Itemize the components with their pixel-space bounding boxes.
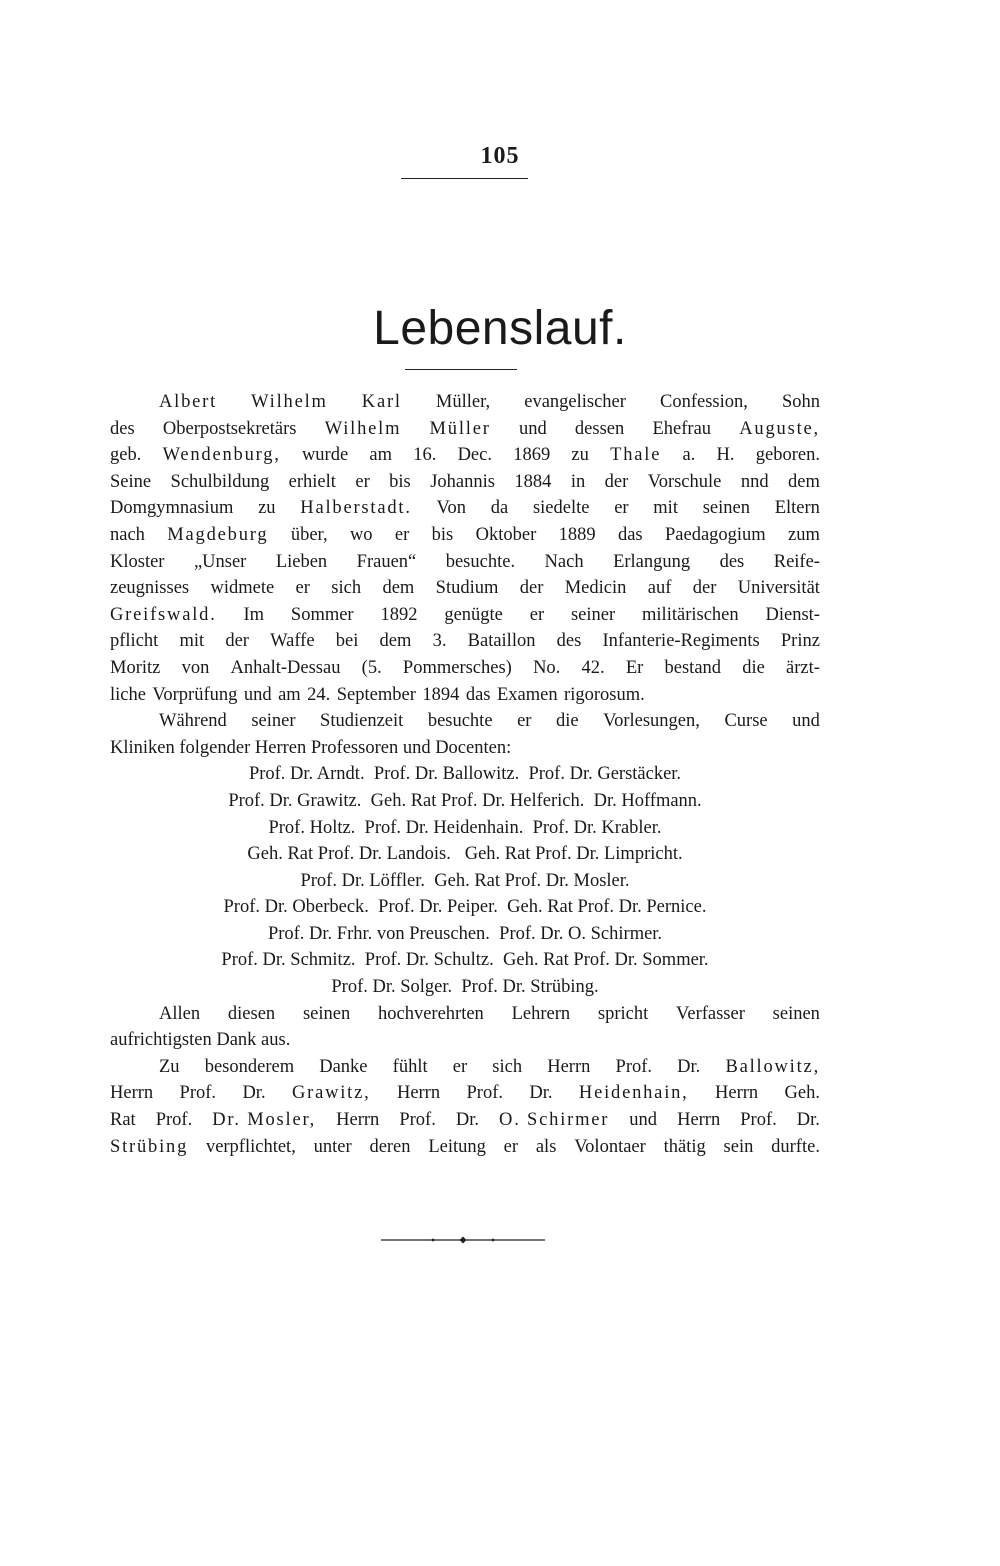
word: Prof. — [466, 1083, 503, 1104]
professor-line: Prof. Dr. Solger. Prof. Dr. Strübing. — [331, 977, 599, 998]
word: das — [465, 684, 491, 705]
word: Prof. — [179, 1083, 217, 1104]
word: Prof. — [155, 1110, 193, 1131]
word: der — [692, 578, 717, 599]
word: Prof. — [399, 1110, 436, 1131]
word: der — [225, 631, 249, 652]
word: Herrn — [547, 1056, 591, 1077]
word: 3. — [432, 631, 447, 652]
word: Volontaer — [574, 1136, 646, 1157]
word: 24. — [307, 684, 331, 705]
word: Seine — [110, 471, 152, 492]
word: zeugnisses — [110, 578, 190, 599]
word: dem — [382, 578, 415, 599]
word: geb. — [110, 445, 142, 466]
word: Dienst- — [765, 604, 820, 625]
word: thätig — [663, 1136, 706, 1157]
word: Im — [243, 604, 265, 625]
word: Thale — [610, 445, 662, 466]
word: mit — [179, 631, 205, 652]
text-line — [110, 602, 820, 629]
word: bis — [431, 524, 454, 545]
professor-line: Prof. Dr. Arndt. Prof. Dr. Ballowitz. Prof. Dr. Gerstäcker. — [248, 764, 682, 785]
word: September — [336, 684, 416, 705]
word: am — [369, 445, 392, 466]
word: erhielt — [288, 471, 336, 492]
word: und — [629, 1110, 658, 1131]
word: Rat — [110, 1110, 136, 1131]
word: von — [181, 657, 210, 678]
text-line — [110, 416, 820, 443]
word: Frauen“ — [356, 551, 417, 572]
word: Curse — [724, 711, 768, 732]
word: wurde — [301, 445, 349, 466]
word: Infanterie-Regiments — [602, 631, 760, 652]
word: 1894 — [422, 684, 460, 705]
word: 16. — [413, 445, 437, 466]
text-line — [110, 628, 820, 655]
professor-line: Prof. Dr. Oberbeck. Prof. Dr. Peiper. Geh. Rat Prof. Dr. Pernice. — [223, 897, 707, 918]
word: Sohn — [781, 392, 820, 412]
word: Kloster — [110, 551, 165, 572]
word: H. — [716, 445, 735, 466]
word: Vorlesungen, — [603, 711, 700, 732]
word: nnd — [740, 471, 769, 492]
word: besuchte. — [445, 551, 516, 572]
word: Reife- — [773, 551, 820, 572]
word: Lieben — [275, 551, 328, 572]
professor-line: Prof. Dr. Löffler. Geh. Rat Prof. Dr. Mosler. — [300, 870, 630, 891]
word: Heidenhain, — [578, 1083, 689, 1104]
word: und — [792, 711, 820, 732]
word: er — [517, 711, 532, 732]
word: auf — [647, 578, 672, 599]
word: die — [555, 711, 579, 732]
word: Studium — [435, 578, 499, 599]
word: Confession, — [660, 392, 748, 412]
word: Allen — [159, 1003, 201, 1024]
word: verpflichtet, — [205, 1136, 296, 1157]
text-line — [110, 1134, 820, 1161]
word: Zu — [159, 1056, 180, 1077]
word: des — [719, 551, 745, 572]
word: spricht — [597, 1003, 649, 1024]
text-line — [110, 682, 820, 709]
word: Müller — [429, 418, 491, 439]
word: das — [617, 524, 643, 545]
word: siedelte — [532, 498, 590, 519]
word: und — [518, 418, 547, 439]
closing-ornament — [381, 1236, 545, 1244]
word: Erlangung — [613, 551, 691, 572]
professor-line: Prof. Holtz. Prof. Dr. Heidenhain. Prof. Dr. Krabler. — [268, 817, 662, 838]
text-line — [110, 1054, 820, 1081]
word: Herrn — [715, 1083, 759, 1104]
word: Vorprüfung — [152, 684, 238, 705]
word: Wilhelm — [251, 392, 328, 412]
word: Ehefrau — [652, 418, 712, 439]
word: mit — [653, 498, 678, 519]
word: Strübing — [110, 1136, 189, 1157]
word: er — [614, 498, 629, 519]
title-rule — [405, 369, 517, 370]
word: Pommersches) — [402, 657, 512, 678]
text-line — [110, 442, 820, 469]
word: Sommer — [290, 604, 354, 625]
word: rigorosum. — [564, 684, 645, 705]
word: er — [452, 1056, 468, 1077]
word: die — [742, 657, 765, 678]
word: Danke — [319, 1056, 368, 1077]
word: Medicin — [564, 578, 627, 599]
word: „Unser — [193, 551, 247, 572]
word: er — [529, 604, 545, 625]
word: No. — [533, 657, 561, 678]
word: pflicht — [110, 631, 159, 652]
word: seinen — [772, 1003, 820, 1024]
word: bestand — [664, 657, 722, 678]
professor-line: Geh. Rat Prof. Dr. Landois. Geh. Rat Prof. Dr. Limpricht. — [247, 844, 683, 865]
text-line — [110, 1080, 820, 1107]
word: Studienzeit — [320, 711, 404, 732]
page-number: 105 — [480, 143, 520, 169]
word: Dec. — [457, 445, 492, 466]
word: fühlt — [392, 1056, 428, 1077]
word: Albert — [159, 392, 218, 412]
word: ärzt- — [786, 657, 820, 678]
word: Dr. — [529, 1083, 553, 1104]
word: Grawitz, — [291, 1083, 371, 1104]
word: durfte. — [771, 1136, 820, 1157]
word: Auguste, — [739, 418, 820, 439]
professor-line: Prof. Dr. Grawitz. Geh. Rat Prof. Dr. Helferich. Dr. Hoffmann. — [228, 790, 702, 811]
word: Herrn — [396, 1083, 441, 1104]
word: militärischen — [642, 604, 739, 625]
word: Magdeburg — [167, 524, 269, 545]
word: Müller, — [435, 392, 491, 412]
word: und — [243, 684, 272, 705]
word: diesen — [227, 1003, 276, 1024]
word: bis — [389, 471, 411, 492]
text-line: Kliniken folgender Herren Professoren und Docenten: — [110, 737, 512, 758]
word: Leitung — [428, 1136, 486, 1157]
word: er — [503, 1136, 519, 1157]
word: Er — [625, 657, 644, 678]
text-line — [110, 1107, 820, 1134]
word: deren — [369, 1136, 411, 1157]
word: 1892 — [380, 604, 418, 625]
word: besuchte — [427, 711, 493, 732]
word: geboren. — [755, 445, 820, 466]
word: seinen — [302, 1003, 351, 1024]
word: hochverehrten — [377, 1003, 484, 1024]
body-text — [110, 389, 820, 1160]
word: Prinz — [780, 631, 820, 652]
word: Wilhelm — [324, 418, 402, 439]
word: Dr. — [677, 1056, 701, 1077]
word: sich — [492, 1056, 523, 1077]
word: der — [604, 471, 629, 492]
word: dem — [379, 631, 412, 652]
word: 1869 — [513, 445, 551, 466]
word: widmete — [210, 578, 275, 599]
word: 1889 — [558, 524, 596, 545]
word: evangelischer — [524, 392, 626, 412]
word: 42. — [581, 657, 605, 678]
word: Verfasser — [676, 1003, 745, 1024]
text-line — [110, 655, 820, 682]
text-line: aufrichtigsten Dank aus. — [110, 1030, 291, 1051]
word: wo — [349, 524, 373, 545]
word: dessen — [574, 418, 625, 439]
page-number-rule — [401, 178, 528, 179]
word: Examen — [496, 684, 558, 705]
word: Dr. — [796, 1110, 820, 1131]
word: a. — [682, 445, 696, 466]
word: Eltern — [774, 498, 820, 519]
word: seinen — [702, 498, 750, 519]
word: er — [394, 524, 410, 545]
word: bei — [335, 631, 359, 652]
page-title: Lebenslauf. — [373, 302, 627, 355]
word: sein — [723, 1136, 754, 1157]
word: Dr. — [242, 1083, 266, 1104]
word: Vorschule — [647, 471, 722, 492]
text-line — [110, 549, 820, 576]
word: zu — [258, 498, 276, 519]
word: am — [278, 684, 301, 705]
text-line — [110, 708, 820, 735]
word: Dr. — [455, 1110, 479, 1131]
word: Schulbildung — [170, 471, 270, 492]
word: Prof. — [615, 1056, 653, 1077]
word: liche — [110, 684, 146, 705]
word: genügte — [444, 604, 503, 625]
word: Herrn — [110, 1083, 154, 1104]
word: er — [295, 578, 310, 599]
text-line — [110, 1001, 820, 1028]
word: Herrn — [677, 1110, 721, 1131]
word: Paedagogium — [664, 524, 766, 545]
word: da — [490, 498, 509, 519]
word: Anhalt-Dessau — [230, 657, 341, 678]
word: Nach — [544, 551, 584, 572]
word: Greifswald. — [110, 604, 217, 625]
word: Halberstadt. — [300, 498, 412, 519]
word: zum — [788, 524, 820, 545]
word: zu — [571, 445, 589, 466]
word: (5. — [361, 657, 382, 678]
word: Herrn — [336, 1110, 380, 1131]
word: Bataillon — [467, 631, 536, 652]
text-line — [110, 389, 820, 416]
word: der — [519, 578, 544, 599]
word: sich — [331, 578, 362, 599]
word: Geh. — [784, 1083, 820, 1104]
word: er — [355, 471, 370, 492]
word: des — [110, 418, 135, 439]
word: 1884 — [514, 471, 552, 492]
word: nach — [110, 524, 145, 545]
word: Während — [159, 711, 227, 732]
word: Moritz — [110, 657, 161, 678]
word: Oktober — [475, 524, 537, 545]
text-line — [110, 469, 820, 496]
professor-line: Prof. Dr. Frhr. von Preuschen. Prof. Dr. O. Schirmer. — [267, 923, 663, 944]
word: Oberpostsekretärs — [162, 418, 297, 439]
text-line — [110, 575, 820, 602]
word: Von — [436, 498, 466, 519]
word: seiner — [570, 604, 616, 625]
word: des — [556, 631, 582, 652]
word: Lehrern — [511, 1003, 571, 1024]
word: Johannis — [430, 471, 495, 492]
word: Universität — [737, 578, 820, 599]
word: Prof. — [740, 1110, 777, 1131]
word: Karl — [361, 392, 402, 412]
word: als — [535, 1136, 557, 1157]
professor-line: Prof. Dr. Schmitz. Prof. Dr. Schultz. Geh. Rat Prof. Dr. Sommer. — [221, 950, 709, 971]
word: besonderem — [204, 1056, 295, 1077]
word: Dr. Mosler, — [212, 1110, 317, 1131]
word: Wendenburg, — [162, 445, 281, 466]
word: seiner — [251, 711, 296, 732]
text-line — [110, 522, 820, 549]
word: Domgymnasium — [110, 498, 234, 519]
word: in — [570, 471, 586, 492]
word: Ballowitz, — [725, 1056, 820, 1077]
word: O. Schirmer — [499, 1110, 610, 1131]
word: über, — [290, 524, 328, 545]
word: unter — [313, 1136, 352, 1157]
word: dem — [788, 471, 820, 492]
word: Waffe — [270, 631, 315, 652]
text-line — [110, 495, 820, 522]
